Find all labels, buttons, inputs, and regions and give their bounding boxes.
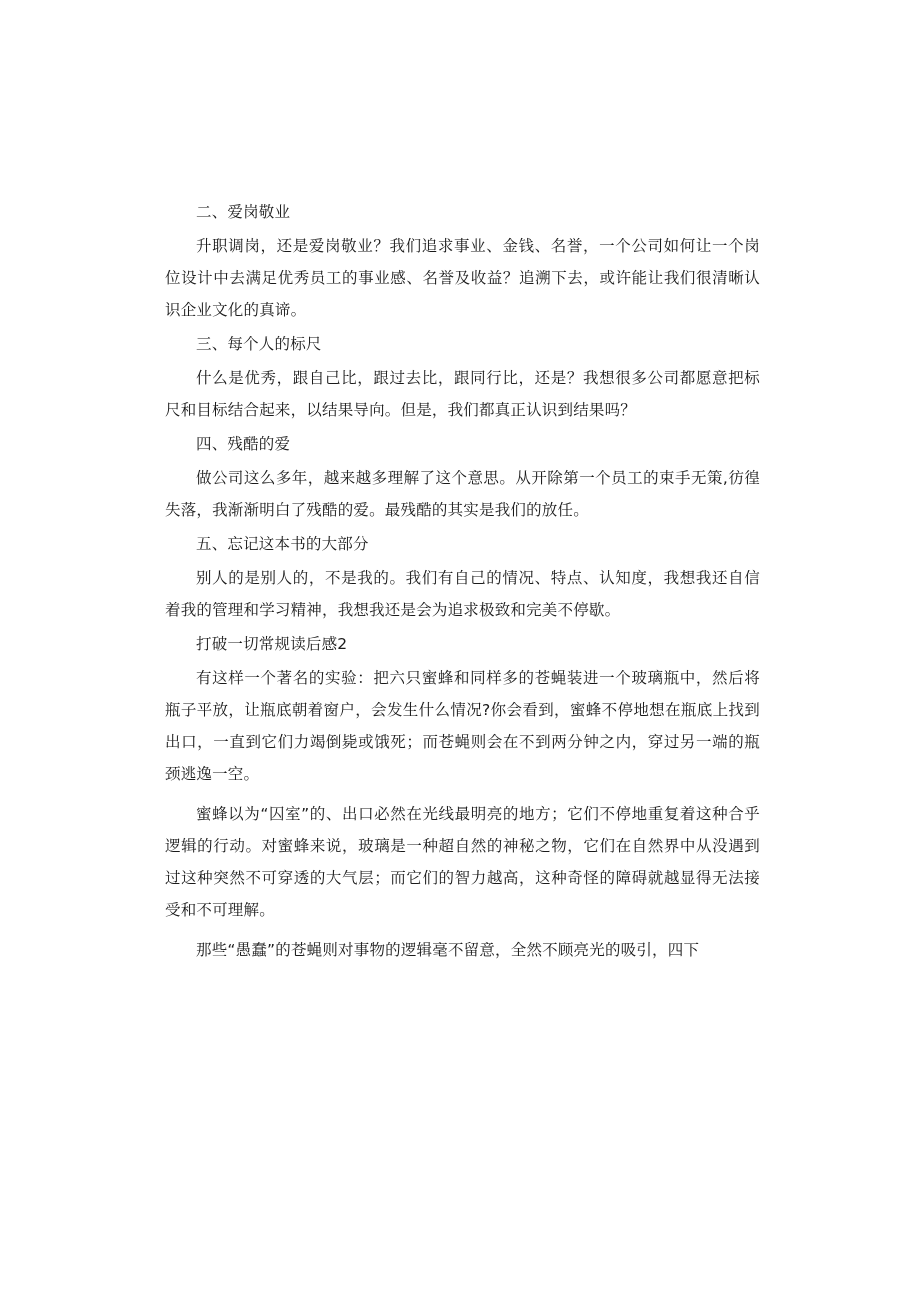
- paragraph-biaochi: 什么是优秀，跟自己比，跟过去比，跟同行比，还是？我想很多公司都愿意把标尺和目标结合起来，以结果导向。但是，我们都真正认识到结果吗？: [165, 369, 760, 419]
- article-title-dupo-changgui-2: 打破一切常规读后感2: [196, 635, 348, 653]
- section-heading-aigang-jingye: 二、爱岗敬业: [196, 203, 291, 221]
- section-heading-wangji-zheben-shu: 五、忘记这本书的大部分: [196, 535, 369, 553]
- section-heading-canku-de-ai: 四、残酷的爱: [196, 435, 291, 453]
- paragraph-aigang-jingye: 升职调岗，还是爱岗敬业？我们追求事业、金钱、名誉，一个公司如何让一个岗位设计中去满足优秀员工的事业感、名誉及收益？追溯下去，或许能让我们很清晰认识企业文化的真谛。: [165, 237, 760, 319]
- paragraph-experiment: 有这样一个著名的实验：把六只蜜蜂和同样多的苍蝇装进一个玻璃瓶中，然后将瓶子平放，让瓶底朝着窗户，会发生什么情况?你会看到，蜜蜂不停地想在瓶底上找到出口，一直到它们力竭倒毙或饿死；而苍蝇则会在不到两分钟之内，穿过另一端的瓶颈逃逸一空。: [165, 669, 760, 783]
- section-heading-biaochi: 三、每个人的标尺: [196, 335, 322, 353]
- paragraph-wangji-zheben-shu: 别人的是别人的，不是我的。我们有自己的情况、特点、认知度，我想我还自信着我的管理和学习精神，我想我还是会为追求极致和完美不停歇。: [165, 569, 760, 619]
- paragraph-bees: 蜜蜂以为“囚室”的、出口必然在光线最明亮的地方；它们不停地重复着这种合乎逻辑的行动。对蜜蜂来说，玻璃是一种超自然的神秘之物，它们在自然界中从没遇到过这种突然不可穿透的大气层；而它们的智力越高，这种奇怪的障碍就越显得无法接受和不可理解。: [165, 805, 760, 919]
- document-body: [165, 196, 760, 968]
- paragraph-flies: 那些“愚蠢”的苍蝇则对事物的逻辑毫不留意，全然不顾亮光的吸引，四下: [196, 941, 700, 959]
- paragraph-canku-de-ai: 做公司这么多年，越来越多理解了这个意思。从开除第一个员工的束手无策,彷徨失落，我渐渐明白了残酷的爱。最残酷的其实是我们的放任。: [165, 469, 760, 519]
